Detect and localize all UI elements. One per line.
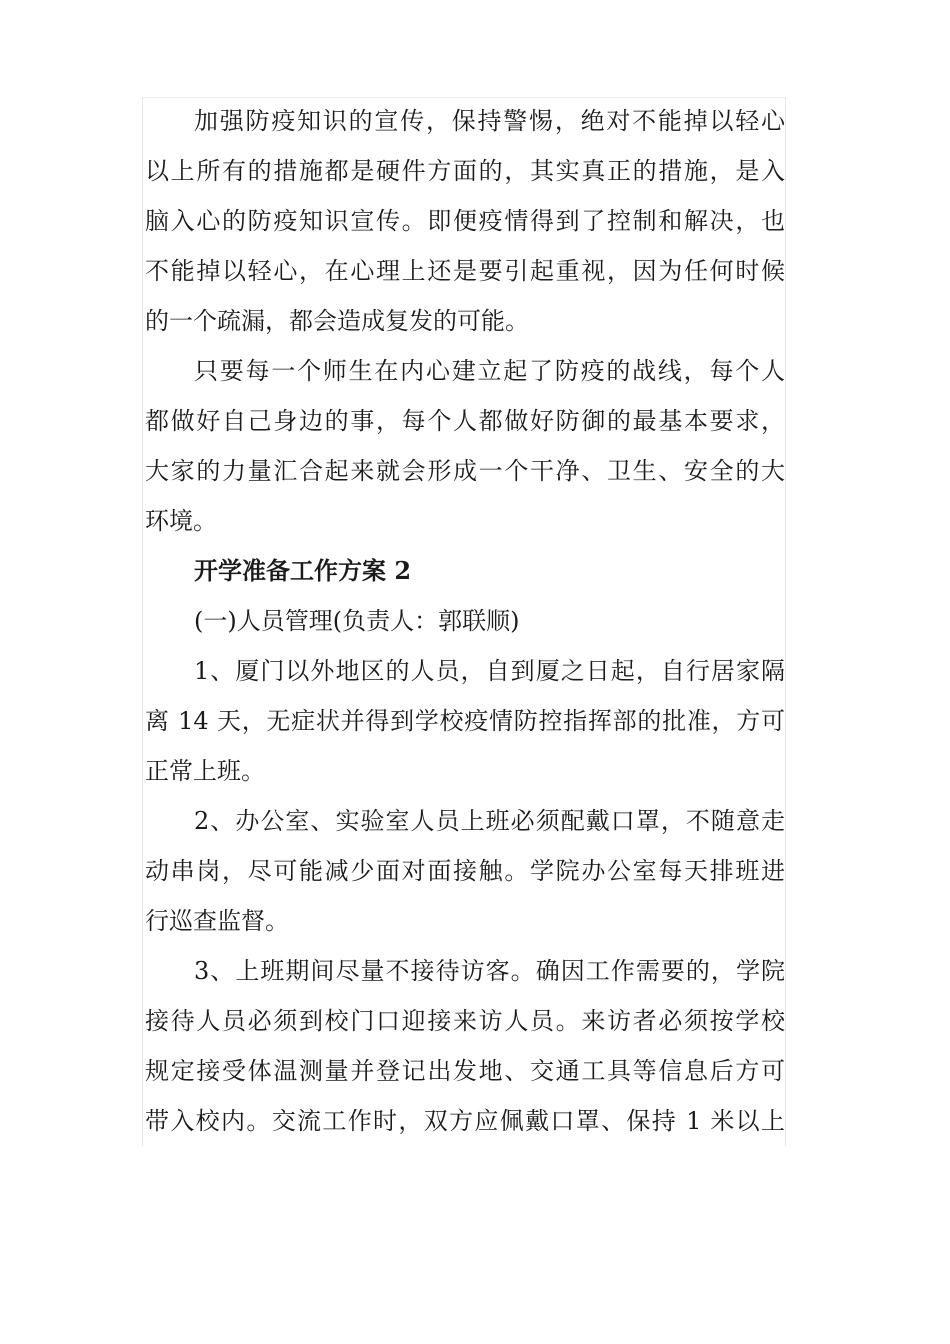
text-line: 脑入心的防疫知识宣传。即便疫情得到了控制和解决，也 <box>145 207 785 235</box>
text-line: 行巡查监督。 <box>145 907 289 935</box>
text-line: 正常上班。 <box>145 757 265 785</box>
text-line: 只要每一个师生在内心建立起了防疫的战线，每个人 <box>194 357 785 385</box>
text-line: 以上所有的措施都是硬件方面的，其实真正的措施，是入 <box>145 157 785 185</box>
text-line: (一)人员管理(负责人：郭联顺) <box>194 607 520 635</box>
text-line: 带入校内。交流工作时，双方应佩戴口罩、保持 1 米以上 <box>145 1107 785 1135</box>
text-line: 大家的力量汇合起来就会形成一个干净、卫生、安全的大 <box>145 457 785 485</box>
document-body <box>145 96 785 1146</box>
text-line: 接待人员必须到校门口迎接来访人员。来访者必须按学校 <box>145 1007 785 1035</box>
text-line: 都做好自己身边的事，每个人都做好防御的最基本要求， <box>145 407 785 435</box>
text-line: 2、办公室、实验室人员上班必须配戴口罩，不随意走 <box>194 807 785 835</box>
text-line: 规定接受体温测量并登记出发地、交通工具等信息后方可 <box>145 1057 785 1085</box>
section-heading: 开学准备工作方案 2 <box>194 556 412 585</box>
text-line: 加强防疫知识的宣传，保持警惕，绝对不能掉以轻心 <box>194 107 785 135</box>
text-line: 环境。 <box>145 507 217 535</box>
text-line: 1、厦门以外地区的人员，自到厦之日起，自行居家隔 <box>194 657 785 685</box>
text-line: 的一个疏漏，都会造成复发的可能。 <box>145 307 529 335</box>
text-line: 动串岗，尽可能减少面对面接触。学院办公室每天排班进 <box>145 857 785 885</box>
text-line: 3、上班期间尽量不接待访客。确因工作需要的，学院 <box>194 957 785 985</box>
text-line: 离 14 天，无症状并得到学校疫情防控指挥部的批准，方可 <box>145 707 785 735</box>
text-line: 不能掉以轻心，在心理上还是要引起重视，因为任何时候 <box>145 257 785 285</box>
